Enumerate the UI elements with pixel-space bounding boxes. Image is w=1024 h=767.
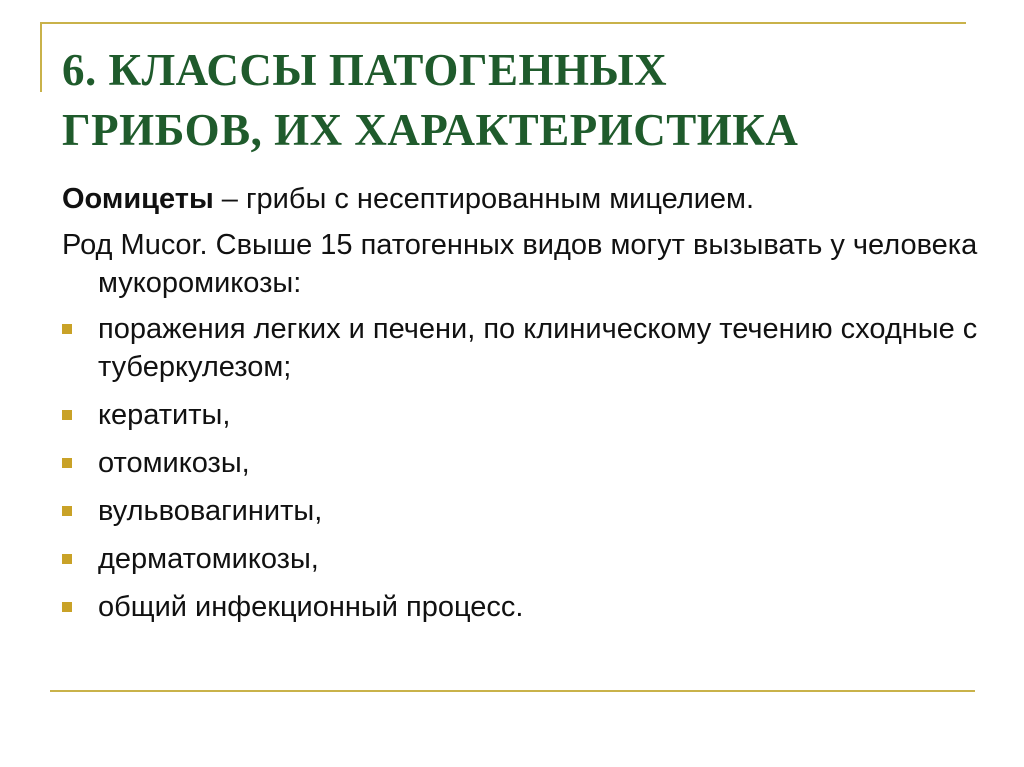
slide-title-line-2: ГРИБОВ, ИХ ХАРАКТЕРИСТИКА <box>62 105 799 155</box>
square-bullet-icon <box>62 602 72 612</box>
left-divider <box>40 22 42 92</box>
list-item <box>62 492 992 530</box>
list-item-text: кератиты, <box>98 399 231 431</box>
top-divider <box>40 22 966 24</box>
genus-paragraph: Род Mucor. Свыше 15 патогенных видов могут вызывать у человека мукоромикозы: <box>62 229 978 299</box>
slide-body <box>62 180 992 636</box>
list-item <box>62 310 992 386</box>
list-item-text: вульвовагиниты, <box>98 495 323 527</box>
intro-definition: – грибы с несептированным мицелием. <box>213 183 755 215</box>
list-item-text: отомикозы, <box>98 447 250 479</box>
list-item-text: дерматомикозы, <box>98 543 319 575</box>
slide-title-line-1: 6. КЛАССЫ ПАТОГЕННЫХ <box>62 45 668 95</box>
list-item-text: общий инфекционный процесс. <box>98 591 524 623</box>
list-item <box>62 396 992 434</box>
square-bullet-icon <box>62 410 72 420</box>
list-item <box>62 444 992 482</box>
square-bullet-icon <box>62 324 72 334</box>
square-bullet-icon <box>62 554 72 564</box>
list-item <box>62 540 992 578</box>
square-bullet-icon <box>62 458 72 468</box>
list-item <box>62 588 992 626</box>
list-item-text: поражения легких и печени, по клиническому течению сходные с туберкулезом; <box>98 313 978 383</box>
square-bullet-icon <box>62 506 72 516</box>
intro-paragraph <box>62 180 992 218</box>
slide-title <box>62 40 982 160</box>
intro-term: Оомицеты <box>62 183 214 215</box>
bullet-list <box>62 310 992 626</box>
bottom-divider <box>50 690 975 692</box>
